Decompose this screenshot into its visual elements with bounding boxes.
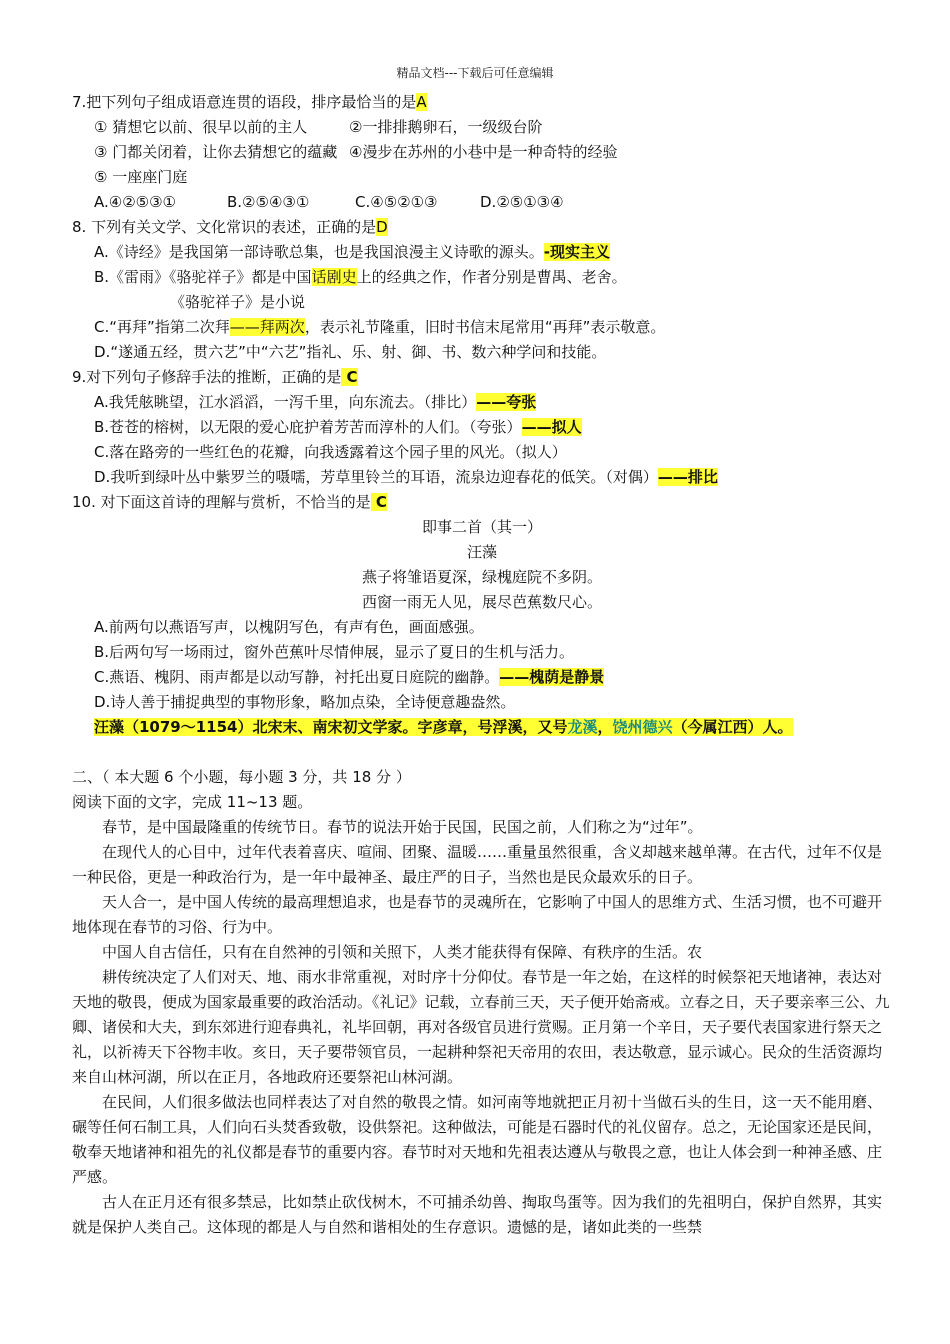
q9-answer: C [341, 368, 358, 386]
q7-row3 [72, 165, 892, 190]
q7-sentence-1: ① 猜想它以前、很早以前的主人 [94, 118, 308, 136]
poem-line-1: 燕子将雏语夏深，绿槐庭院不多阴。 [361, 568, 602, 586]
q7-stem-text: 7.把下列句子组成语意连贯的语段，排序最恰当的是 [72, 93, 417, 111]
q10-option-c-note: ——槐荫是静景 [499, 668, 605, 686]
section2-title: 二、（ 本大题 6 个小题，每小题 3 分，共 18 分 ） [72, 768, 411, 786]
author-note-text2: ， [597, 718, 613, 736]
passage-paragraph-7: 古人在正月还有很多禁忌，比如禁止砍伐树木，不可捕杀幼兽、掏取鸟蛋等。因为我们的先祖明白，保护自然界，其实就是保护人类自己。这体现的都是人与自然和谐相处的生存意识。遗憾的是，诸如此类的一些禁 [72, 1193, 883, 1236]
author-note-text1: 汪藻（1079～1154）北宋末、南宋初文学家。字彦章，号浮溪，又号 [94, 718, 568, 736]
q8-option-c [72, 315, 892, 340]
q10-stem-text: 10. 对下面这首诗的理解与赏析，不恰当的是 [72, 493, 371, 511]
q10-option-d: D.诗人善于捕捉典型的事物形象，略加点染，全诗便意趣盎然。 [94, 693, 516, 711]
q8-option-d: D.“遂通五经，贯六艺”中“六艺”指礼、乐、射、御、书、数六种学问和技能。 [94, 343, 607, 361]
q9-option-d-text: D.我听到绿叶丛中紫罗兰的嗫嚅，芳草里铃兰的耳语，流泉边迎春花的低笑。（对偶） [94, 468, 658, 486]
q9-option-b-note: ——拟人 [521, 418, 582, 436]
q7-sentence-4: ④漫步在苏州的小巷中是一种奇特的经验 [349, 143, 618, 161]
poem-title: 即事二首（其一） [421, 518, 542, 536]
q10-option-c-text: C.燕语、槐阴、雨声都是以动写静，衬托出夏日庭院的幽静。 [94, 668, 500, 686]
q9-option-a-note: ——夸张 [476, 393, 537, 411]
q8-option-a-text: A.《诗经》是我国第一部诗歌总集，也是我国浪漫主义诗歌的源头。 [94, 243, 544, 261]
q9-stem-text: 9.对下列句子修辞手法的推断，正确的是 [72, 368, 342, 386]
q8-option-c-highlight: ——拜两次 [229, 318, 305, 336]
q8-option-b-text1: B.《雷雨》《骆驼祥子》都是中国 [94, 268, 312, 286]
q10-option-c [72, 665, 892, 690]
q9-option-c: C.落在路旁的一些红色的花瓣，向我透露着这个园子里的风光。（拟人） [94, 443, 567, 461]
q7-row2 [72, 140, 892, 165]
q7-sentence-2: ②一排排鹅卵石，一级级台阶 [349, 118, 543, 136]
q9-option-d [72, 465, 892, 490]
q9-stem [72, 365, 892, 390]
q10-option-a: A.前两句以燕语写声，以槐阴写色，有声有色，画面感强。 [94, 618, 484, 636]
q8-option-c-text1: C.“再拜”指第二次拜 [94, 318, 230, 336]
q7-row1 [72, 115, 892, 140]
author-note-text3: （今属江西）人。 [672, 718, 793, 736]
q10-answer: C [370, 493, 387, 511]
q8-option-a [72, 240, 892, 265]
q7-option-a: A.④②⑤③① [94, 193, 177, 211]
poem-line-2: 西窗一雨无人见，展尽芭蕉数尺心。 [361, 593, 602, 611]
q10-option-b: B.后两句写一场雨过，窗外芭蕉叶尽情伸展，显示了夏日的生机与活力。 [94, 643, 575, 661]
q7-answer: A [416, 93, 427, 111]
author-note-link2: 饶州德兴 [612, 718, 673, 736]
spacer [72, 740, 892, 765]
author-note [72, 715, 892, 740]
q7-sentence-3: ③ 门都关闭着，让你去猜想它的蕴藏 [94, 143, 338, 161]
q9-option-b-text: B.苍苍的榕树，以无限的爱心庇护着芳苦而淳朴的人们。（夸张） [94, 418, 522, 436]
q7-options [72, 190, 892, 215]
document-content [72, 90, 892, 1240]
passage-paragraph-2: 在现代人的心目中，过年代表着喜庆、喧闹、团聚、温暖……重量虽然很重，含义却越来越单薄。在古代，过年不仅是一种民俗，更是一种政治行为，是一年中最神圣、最庄严的日子，当然也是民众最欢乐的日子。 [72, 843, 883, 886]
q9-option-d-note: ——排比 [657, 468, 718, 486]
q10-stem [72, 490, 892, 515]
page-header: 精品文档---下载后可任意编辑 [396, 66, 554, 80]
q8-option-b-text2: 上的经典之作，作者分别是曹禺、老舍。 [356, 268, 627, 286]
q8-answer: D [376, 218, 388, 236]
q7-sentence-5: ⑤ 一座座门庭 [94, 168, 188, 186]
q9-option-a [72, 390, 892, 415]
q7-option-d: D.②⑤①③④ [480, 193, 564, 211]
q8-option-b [72, 265, 892, 290]
author-note-link1: 龙溪 [567, 718, 598, 736]
q8-option-a-note: -现实主义 [543, 243, 611, 261]
passage-paragraph-4: 中国人自古信任，只有在自然神的引领和关照下，人类才能获得有保障、有秩序的生活。农 [102, 943, 703, 961]
passage-paragraph-6: 在民间，人们很多做法也同样表达了对自然的敬畏之情。如河南等地就把正月初十当做石头的生日，这一天不能用磨、碾等任何石制工具，人们向石头焚香致敬，设供祭祀。这种做法，可能是石器时代的礼仪留存。总之，无论国家还是民间，敬奉天地诸神和祖先的礼仪都是春节的重要内容。春节时对天地和先祖表达遵从与敬畏之意，也让人体会到一种神圣感、庄严感。 [72, 1093, 883, 1186]
passage-paragraph-1: 春节，是中国最隆重的传统节日。春节的说法开始于民国，民国之前，人们称之为“过年”。 [102, 818, 703, 836]
q9-option-b [72, 415, 892, 440]
q7-option-b: B.②⑤④③① [227, 193, 310, 211]
q8-stem-text: 8. 下列有关文学、文化常识的表述，正确的是 [72, 218, 377, 236]
q8-option-b-note: 《骆驼祥子》是小说 [170, 293, 306, 311]
q8-stem [72, 215, 892, 240]
passage-paragraph-5: 耕传统决定了人们对天、地、雨水非常重视，对时序十分仰仗。春节是一年之始，在这样的时候祭祀天地诸神，表达对天地的敬畏，便成为国家最重要的政治活动。《礼记》记载，立春前三天，天子便开始斋戒。立春之日，天子要亲率三公、九卿、诸侯和大夫，到东郊进行迎春典礼，礼毕回朝，再对各级官员进行赏赐。正月第一个辛日，天子要代表国家进行祭天之礼，以祈祷天下谷物丰收。亥日，天子要带领官员，一起耕种祭祀天帝用的农田，表达敬意，显示诚心。民众的生活资源均来自山林河湖，所以在正月，各地政府还要祭祀山林河湖。 [72, 968, 890, 1086]
q8-option-b-highlight: 话剧史 [311, 268, 357, 286]
poem-author: 汪藻 [466, 543, 497, 561]
section2-instruction: 阅读下面的文字，完成 11~13 题。 [72, 793, 313, 811]
q7-stem [72, 90, 892, 115]
q7-option-c: C.④⑤②①③ [355, 193, 438, 211]
q9-option-a-text: A.我凭舷眺望，江水滔滔，一泻千里，向东流去。（排比） [94, 393, 477, 411]
passage-paragraph-3: 天人合一，是中国人传统的最高理想追求，也是春节的灵魂所在，它影响了中国人的思维方式、生活习惯，也不可避开地体现在春节的习俗、行为中。 [72, 893, 883, 936]
q8-option-c-text2: ，表示礼节隆重，旧时书信末尾常用“再拜”表示敬意。 [304, 318, 666, 336]
